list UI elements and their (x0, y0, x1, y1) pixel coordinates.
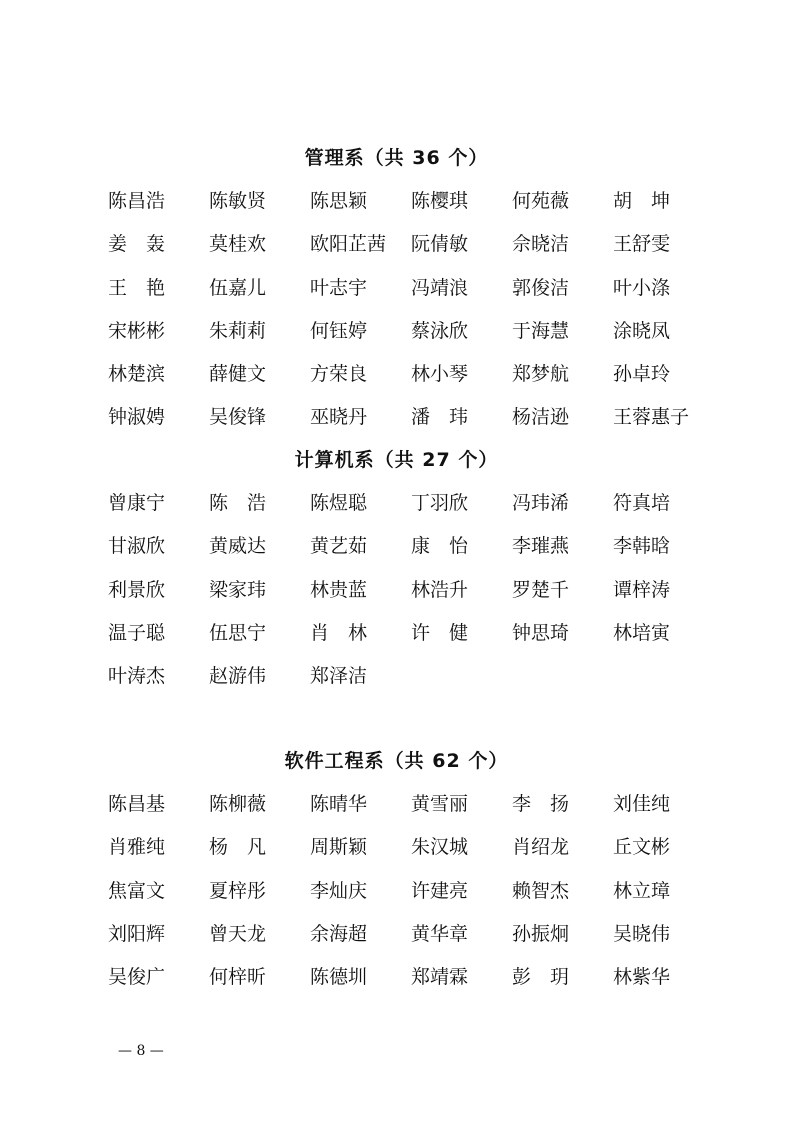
name-entry: 陈昌基 (108, 793, 166, 815)
name-entry: 潘 玮 (411, 406, 469, 429)
name-entry: 彭 玥 (512, 966, 570, 989)
name-entry: 吴俊广 (108, 966, 166, 989)
name-entry: 温子聪 (108, 621, 166, 644)
name-entry: 林小琴 (411, 363, 469, 386)
name-entry: 焦富文 (108, 879, 166, 902)
section-title-management: 管理系（共 36 个） (304, 147, 489, 169)
name-entry: 李韩晗 (613, 535, 671, 558)
name-entry: 吴晓伟 (613, 922, 671, 945)
name-entry: 林培寅 (613, 621, 671, 644)
name-entry: 陈德圳 (310, 966, 368, 989)
name-entry: 周斯颖 (310, 836, 368, 859)
name-entry: 黄雪丽 (411, 793, 469, 815)
name-entry: 曾天龙 (209, 922, 267, 945)
name-entry: 方荣良 (310, 363, 368, 386)
name-entry: 伍思宁 (209, 621, 267, 644)
name-entry: 李 扬 (512, 793, 570, 815)
name-entry: 肖 林 (310, 621, 368, 644)
name-entry: 罗楚千 (512, 578, 570, 601)
name-entry: 林楚滨 (108, 363, 166, 386)
name-entry: 林浩升 (411, 578, 469, 601)
name-entry: 丁羽欣 (411, 492, 469, 514)
name-entry: 涂晓凤 (613, 319, 671, 342)
name-entry: 肖雅纯 (108, 836, 166, 859)
name-entry: 宋彬彬 (108, 319, 166, 342)
name-entry: 康 怡 (411, 535, 469, 558)
name-entry: 叶涛杰 (108, 665, 166, 688)
name-entry: 林紫华 (613, 966, 671, 989)
name-entry: 丘文彬 (613, 836, 671, 859)
name-entry: 何苑薇 (512, 190, 570, 212)
name-grid-computer (108, 488, 714, 704)
name-grid-management (108, 186, 714, 446)
name-entry: 余海超 (310, 922, 368, 945)
name-entry: 于海慧 (512, 319, 570, 342)
name-entry: 朱汉城 (411, 836, 469, 859)
name-entry: 王舒雯 (613, 233, 671, 256)
name-entry: 利景欣 (108, 578, 166, 601)
name-entry: 杨洁逊 (512, 406, 570, 429)
name-entry: 孙卓玲 (613, 363, 671, 386)
name-entry: 黄华章 (411, 922, 469, 945)
section-title-software: 软件工程系（共 62 个） (284, 750, 509, 772)
name-entry: 许 健 (411, 621, 469, 644)
name-entry: 林贵蓝 (310, 578, 368, 601)
name-entry: 符真培 (613, 492, 671, 514)
name-entry: 冯靖浪 (411, 276, 469, 299)
name-entry: 曾康宁 (108, 492, 166, 514)
name-entry: 吴俊锋 (209, 406, 267, 429)
name-entry: 黄艺茹 (310, 535, 368, 558)
name-grid-software (108, 789, 714, 1005)
name-entry: 郑泽洁 (310, 665, 368, 688)
name-entry: 陈思颖 (310, 190, 368, 212)
name-entry: 陈昌浩 (108, 190, 166, 212)
name-entry: 陈柳薇 (209, 793, 267, 815)
name-entry: 黄威达 (209, 535, 267, 558)
name-entry: 薛健文 (209, 363, 267, 386)
name-entry: 李灿庆 (310, 879, 368, 902)
name-entry: 甘淑欣 (108, 535, 166, 558)
name-entry: 郭俊洁 (512, 276, 570, 299)
name-entry: 陈煜聪 (310, 492, 368, 514)
name-entry: 冯玮浠 (512, 492, 570, 514)
name-entry: 欧阳芷茜 (310, 233, 387, 256)
name-entry: 许建亮 (411, 879, 469, 902)
name-entry: 刘佳纯 (613, 793, 671, 815)
name-entry: 陈晴华 (310, 793, 368, 815)
name-entry: 蔡泳欣 (411, 319, 469, 342)
name-entry: 林立璋 (613, 879, 671, 902)
name-entry: 郑靖霖 (411, 966, 469, 989)
name-entry: 阮倩敏 (411, 233, 469, 256)
name-entry: 莫桂欢 (209, 233, 267, 256)
section-title-computer: 计算机系（共 27 个） (294, 449, 499, 471)
name-entry: 夏梓彤 (209, 879, 267, 902)
name-entry: 钟淑娉 (108, 406, 166, 429)
name-entry: 伍嘉儿 (209, 276, 267, 299)
name-entry: 王 艳 (108, 276, 166, 299)
name-entry: 陈敏贤 (209, 190, 267, 212)
name-entry: 胡 坤 (613, 190, 671, 212)
name-entry: 梁家玮 (209, 578, 267, 601)
name-entry: 陈樱琪 (411, 190, 469, 212)
name-entry: 叶小涤 (613, 276, 671, 299)
name-entry: 王蓉惠子 (613, 406, 690, 429)
name-entry: 刘阳辉 (108, 922, 166, 945)
name-entry: 肖绍龙 (512, 836, 570, 859)
page-number: — 8 — (118, 1043, 164, 1059)
name-entry: 杨 凡 (209, 836, 267, 859)
name-entry: 何梓昕 (209, 966, 267, 989)
name-entry: 朱莉莉 (209, 319, 267, 342)
name-entry: 李璀燕 (512, 535, 570, 558)
name-entry: 巫晓丹 (310, 406, 368, 429)
name-entry: 叶志宇 (310, 276, 368, 299)
name-entry: 陈 浩 (209, 492, 267, 514)
name-entry: 赖智杰 (512, 879, 570, 902)
name-entry: 佘晓洁 (512, 233, 570, 256)
name-entry: 谭梓涛 (613, 578, 671, 601)
name-entry: 何钰婷 (310, 319, 368, 342)
name-entry: 钟思琦 (512, 621, 570, 644)
name-entry: 姜 轰 (108, 233, 166, 256)
name-entry: 孙振炯 (512, 922, 570, 945)
name-entry: 郑梦航 (512, 363, 570, 386)
name-entry: 赵游伟 (209, 665, 267, 688)
